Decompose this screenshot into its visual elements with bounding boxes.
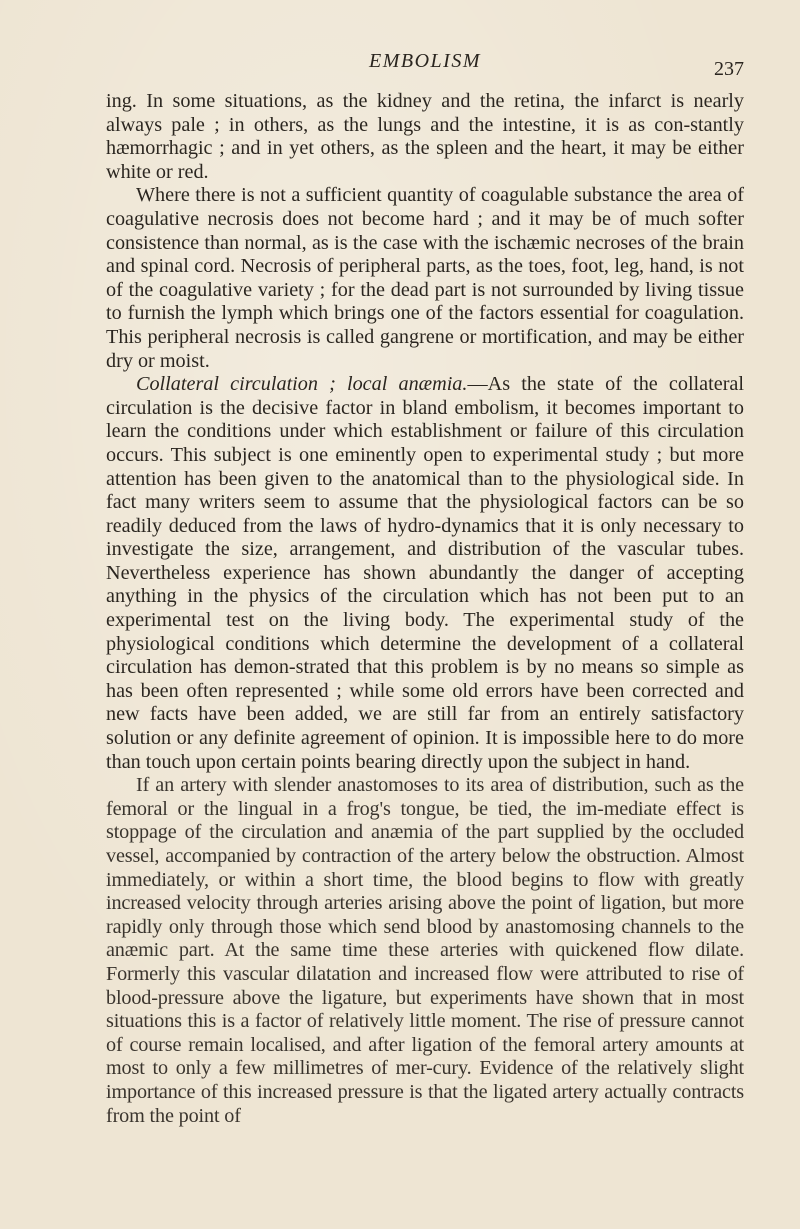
section-heading: Collateral circulation ; local anæmia. [136,373,468,396]
paragraph-3 [106,373,744,774]
paragraph-3-body: —As the state of the collateral circulation is the decisive factor in bland embolism, it becomes important to learn the conditions under which establishment or failure of this circulation occurs. This subject is one eminently open to experimental study ; but more attention has been given to the anatomical than to the physiological side. In fact many writers seem to assume that the physiological factors can be so readily deduced from the laws of hydro-dynamics that it is only necessary to investigate the size, arrangement, and distribution of the vascular tubes. Nevertheless experience has shown abundantly the danger of accepting anything in the physics of the circulation which has not been put to an experimental test on the living body. The experimental study of the physiological conditions which determine the development of a collateral circulation has demon-strated that this problem is by no means so simple as has been often represented ; while some old errors have been corrected and new facts have been added, we are still far from an entirely satisfactory solution or any definite agreement of opinion. It is impossible here to do more than touch upon certain points bearing directly upon the subject in hand. [106,373,744,773]
page-number: 237 [714,58,744,80]
page-header [106,0,744,90]
paragraph-4: If an artery with slender anastomoses to its area of distribution, such as the femoral or the lingual in a frog's tongue, be tied, the im-mediate effect is stoppage of the circulation and anæmia of the part supplied by the occluded vessel, accompanied by contraction of the artery below the obstruction. Almost immediately, or within a short time, the blood begins to flow with greatly increased velocity through arteries arising above the point of ligation, but more rapidly only through those which send blood by anastomosing channels to the anæmic part. At the same time these arteries with quickened flow dilate. Formerly this vascular dilatation and increased flow were attributed to rise of blood-pressure above the ligature, but experiments have shown that in most situations this is a factor of relatively little moment. The rise of pressure cannot of course remain localised, and after ligation of the femoral artery amounts at most to only a few millimetres of mer-cury. Evidence of the relatively slight importance of this increased pressure is that the ligated artery actually contracts from the point of [106,774,744,1127]
paragraph-2: Where there is not a sufficient quantity of coagulable substance the area of coagulative necrosis does not become hard ; and it may be of much softer consistence than normal, as is the case with the ischæmic necroses of the brain and spinal cord. Necrosis of peripheral parts, as the toes, foot, leg, hand, is not of the coagulative variety ; for the dead part is not surrounded by living tissue to furnish the lymph which brings one of the factors essential for coagulation. This peripheral necrosis is called gangrene or mortification, and may be either dry or moist. [106,184,744,372]
paragraph-1: ing. In some situations, as the kidney and the retina, the infarct is nearly always pale ; in others, as the lungs and the intestine, it is as con-stantly hæmorrhagic ; and in yet others, as the spleen and the heart, it may be either white or red. [106,90,744,183]
running-title: EMBOLISM [369,50,481,72]
body-text [106,90,744,1128]
